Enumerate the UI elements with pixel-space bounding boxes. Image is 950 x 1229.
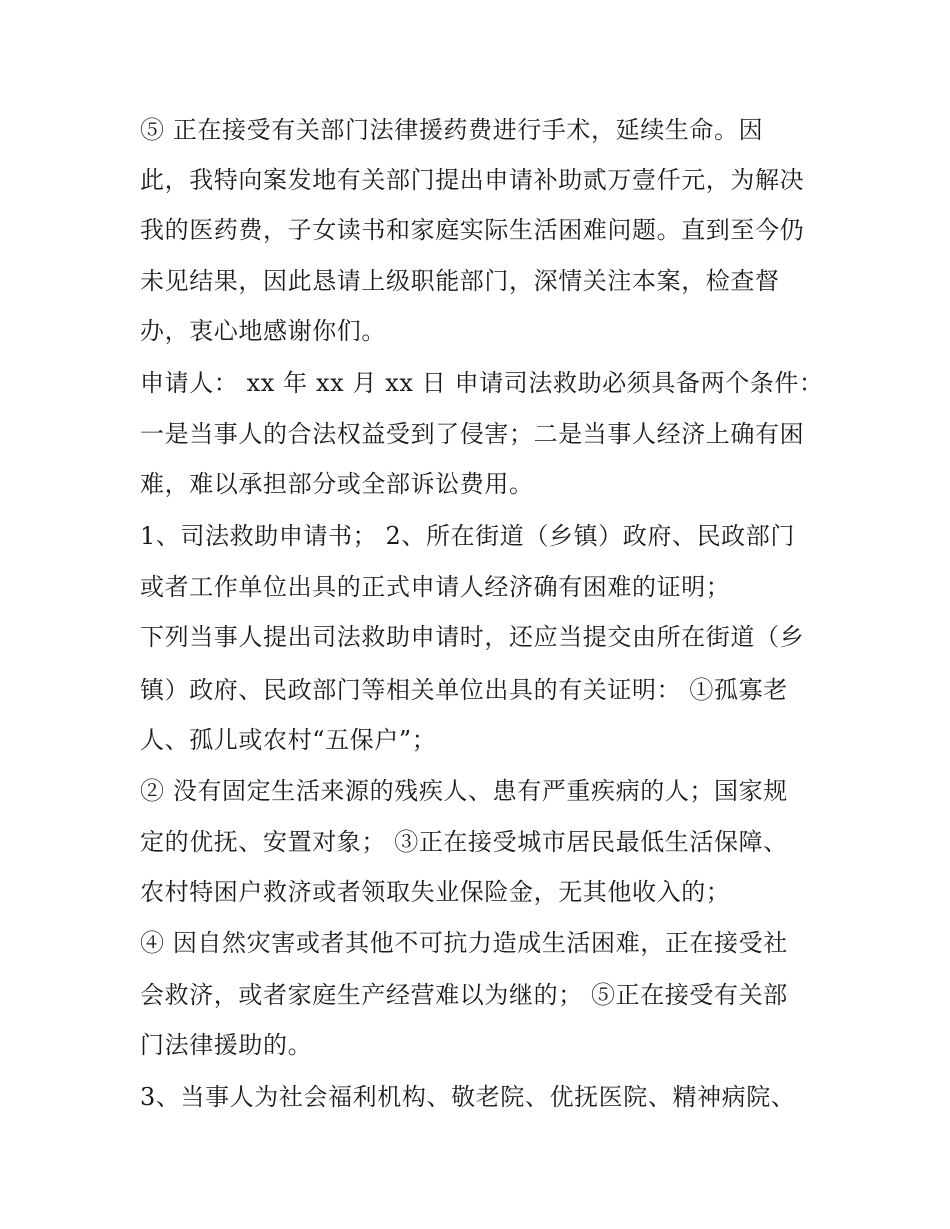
text-line: ② 没有固定生活来源的残疾人、患有严重疾病的人；国家规 bbox=[140, 777, 788, 805]
text-line: ④ 因自然灾害或者其他不可抗力造成生活困难，正在接受社 bbox=[140, 929, 788, 957]
text-line: 门法律援助的。 bbox=[140, 1031, 313, 1059]
text-line: 人、孤儿或农村“五保户”； bbox=[140, 726, 437, 754]
text-line: 下列当事人提出司法救助申请时，还应当提交由所在街道（乡 bbox=[140, 623, 805, 651]
text-line: 难，难以承担部分或全部诉讼费用。 bbox=[140, 470, 534, 498]
text-line: 我的医药费，子女读书和家庭实际生活困难问题。直到至今仍 bbox=[140, 216, 805, 244]
text-line: 申请人： xx 年 xx 月 xx 日 申请司法救助必须具备两个条件： bbox=[140, 369, 824, 397]
text-line: 一是当事人的合法权益受到了侵害；二是当事人经济上确有困 bbox=[140, 420, 805, 448]
text-line: 或者工作单位出具的正式申请人经济确有困难的证明； bbox=[140, 573, 731, 601]
text-line: 镇）政府、民政部门等相关单位出具的有关证明： ①孤寡老 bbox=[140, 676, 788, 704]
text-line: 1、司法救助申请书； 2、所在街道（乡镇）政府、民政部门 bbox=[140, 522, 795, 550]
text-line: 办，衷心地感谢你们。 bbox=[140, 317, 386, 345]
text-line: 未见结果，因此恳请上级职能部门，深情关注本案，检查督 bbox=[140, 267, 780, 295]
text-line: 会救济，或者家庭生产经营难以为继的； ⑤正在接受有关部 bbox=[140, 981, 788, 1009]
text-line: ⑤ 正在接受有关部门法律援药费进行手术，延续生命。因 bbox=[140, 116, 764, 144]
text-line: 定的优抚、安置对象； ③正在接受城市居民最低生活保障、 bbox=[140, 828, 788, 856]
text-line: 3、当事人为社会福利机构、敬老院、优抚医院、精神病院、 bbox=[140, 1083, 796, 1111]
text-line: 农村特困户救济或者领取失业保险金，无其他收入的； bbox=[140, 878, 731, 906]
text-line: 此，我特向案发地有关部门提出申请补助贰万壹仟元，为解决 bbox=[140, 166, 805, 194]
